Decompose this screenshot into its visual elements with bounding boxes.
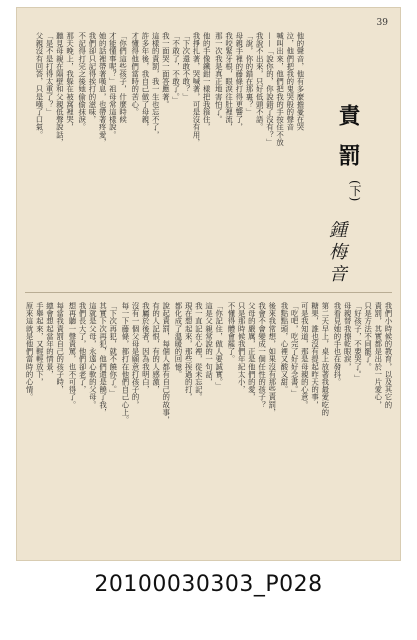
text-column: 「是不是打得太重了？」 [45,32,55,116]
magazine-page [17,8,400,560]
text-column: 我說不出來，只好低頭不語。 [255,32,265,131]
text-column: 母親手裡的藤條打得更響了， [234,32,244,131]
text-column: 說起責罰，每個人都有自己的故事， [161,302,171,424]
text-column: 不懂得體會罷了。 [226,302,236,363]
text-column: 我們長大了，他們卻老了， [78,302,88,394]
author-signature: 鍾梅音 [326,220,347,286]
text-column: 我一面哭一面答應著。 [161,32,171,108]
text-column: 我們卻只記得挨打的滋味， [87,32,97,124]
text-column: 他的聲音，他有多麼擔憂在哭 [296,32,305,131]
archive-caption: 20100030303_P028 [94,572,323,597]
text-column: 他的手像鐵鉗一樣把我箍住， [202,32,212,131]
article-title: 責罰 [335,104,361,184]
article-subtitle: (下) [348,180,362,202]
text-column: 「你記住，做人要誠實。」 [214,302,224,390]
article-body-bottom [25,302,392,548]
text-column: 許多年後，我自己做了母親， [140,32,150,131]
article-body-top [25,32,304,280]
text-column: 喊叫出來，他們把我的手按住不放 [275,32,285,146]
text-column: 總會想起當年的情景， [45,302,55,378]
section-divider [25,292,392,293]
text-column: 「說，你的錯在那裏？」 [244,32,254,116]
text-column: 這樣的責罰，我一生也忘不了， [151,32,161,139]
text-column: 「好孩子，不要哭了。」 [353,302,363,382]
text-column: ——「說你的，你說錯了沒有？」 [265,32,275,146]
text-column: 這就是父母，永遠心軟的父母。 [88,302,98,409]
text-column: 我點點頭，心裡又酸又甜。 [279,302,289,394]
text-column: 我會不會變成一個任性的孩子？ [257,302,267,409]
text-column: 可是我知道，那是母親的心意。 [300,302,310,409]
text-column: 這是父親常說的一句話， [204,302,214,386]
text-column: 才能懂事呢？」祖母常這樣說。 [108,32,118,139]
text-column: 母親替我擦乾眼淚， [343,302,353,371]
text-column: 「不敢了，不敢了。」 [171,32,181,105]
text-column: 責罰，其實都是出於一片愛心， [373,302,383,409]
text-column: 父親沒有回答，只是嘆了口氣。 [34,32,44,139]
page-number: 39 [376,18,388,28]
text-column: 我屬於後者，因為我明白， [141,302,151,394]
text-column: 我一直記在心裡，從未忘記。 [194,302,204,401]
text-column: 她的話裡帶著嘆息，也帶著疼愛， [98,32,108,146]
text-column: 不記得打完之後她偷偷抹淚。 [77,32,87,131]
text-column: 我看見她的手也在發抖。 [332,302,342,386]
text-column: 「下次還敢不敢？」 [181,32,191,101]
text-column: 我咬緊牙根，眼淚往肚裡流， [224,32,234,131]
text-column: 只是方法不同罷了。 [363,302,373,371]
text-column: 「你們這些孩子，什麼時候 [118,32,128,124]
text-column: 聽見母親在隔壁和父親低聲說話， [55,32,65,146]
text-column: 父母的嚴厲，正是他們的愛， [247,302,257,401]
text-column: 我掙扎著，哭喊著，可是沒有用， [191,32,201,146]
text-column: 手舉起來，又輕輕放下， [35,302,45,386]
text-column: 原來這就是他們當時的心情。 [25,302,35,401]
text-column: 後來我常想，如果沒有那些責罰， [267,302,277,416]
text-column: 都化成了溫暖的回憶。 [173,302,183,378]
text-column: 每一下藤條，都打在他們自己心上。 [120,302,130,424]
text-column: 每當我責罰自己的孩子時， [55,302,65,394]
text-column: 泣，他們把我的鬼哭般的聲音 [285,32,295,131]
text-column: 其實下次再犯，他們還是饒了我， [98,302,108,416]
text-column: 那天晚上，我躲在被窩裡哭， [65,32,75,131]
text-column: 只是那時候我們年紀太小， [237,302,247,394]
text-column: 沒有一個父母是願意打孩子的， [131,302,141,409]
text-column: 現在想起來，那些挨過的打， [184,302,194,401]
text-column: 「吃吧，吃完了好好念書。」 [290,302,300,398]
text-column: 糖果，誰也沒有提起昨天的事， [310,302,320,409]
text-column: 有的人記恨，有的人感激， [151,302,161,394]
text-column: 「下次再犯，就不饒你了。」 [108,302,118,398]
text-column: 我們小時候的教育，以及其它的 [384,302,393,409]
text-column: 才懂得他們當時的苦心。 [130,32,140,116]
text-column: 想再聽一聲責罵，也不可得了。 [67,302,77,409]
text-column: 第二天早上，桌上放著我最愛吃的 [320,302,330,416]
text-column: 那一次我是真正地害怕了。 [214,32,224,124]
